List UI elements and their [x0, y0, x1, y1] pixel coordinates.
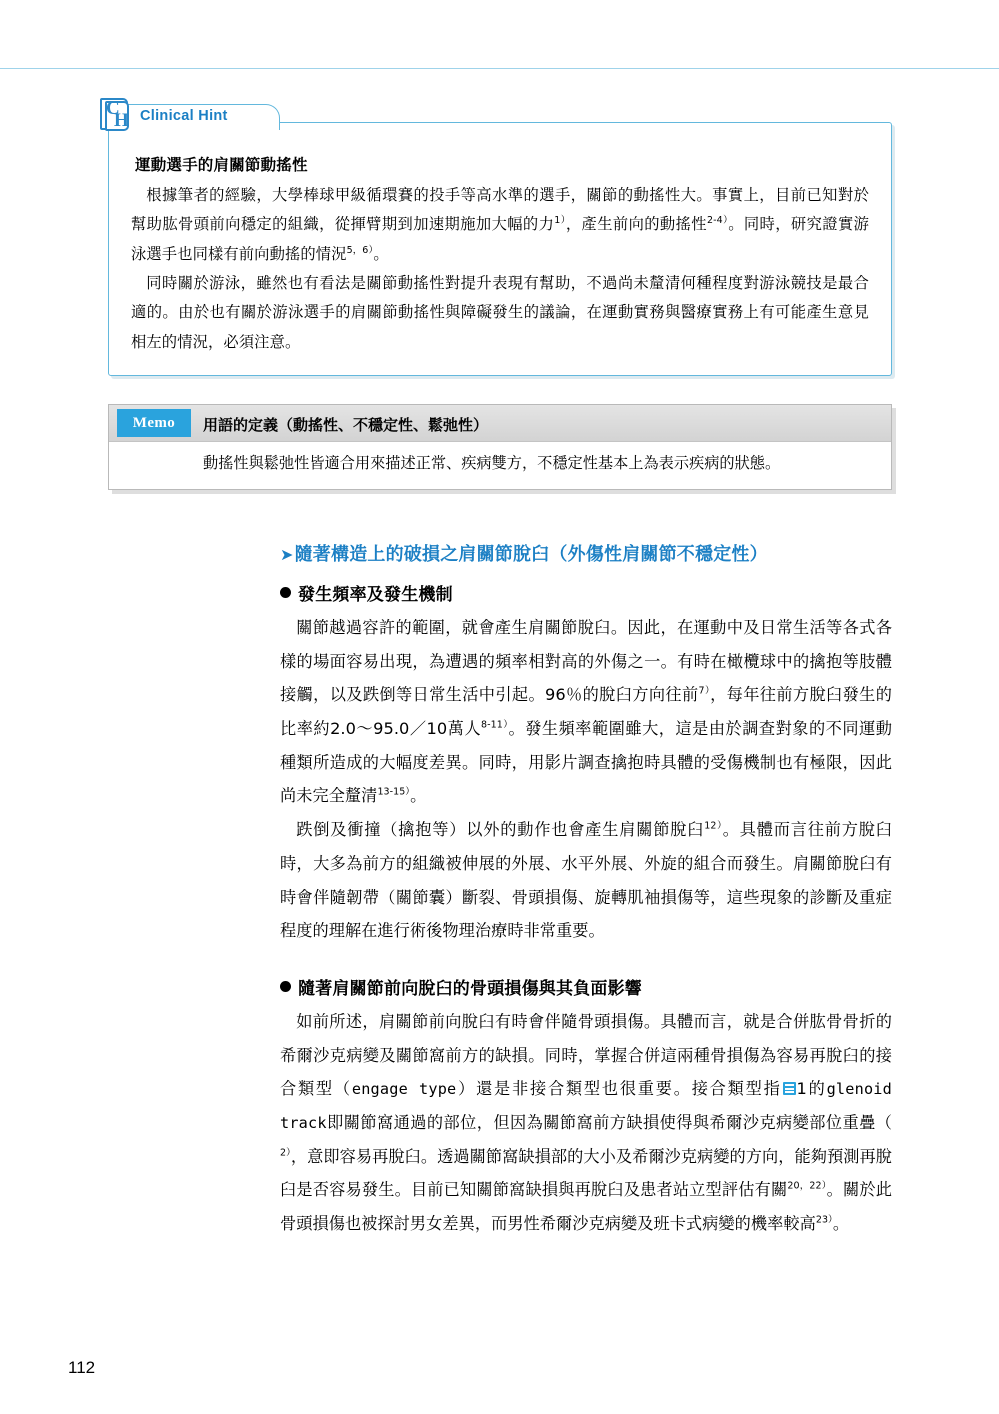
page-number: 112: [68, 1358, 96, 1377]
bullet-icon: [280, 587, 291, 598]
memo-body: 動搖性與鬆弛性皆適合用來描述正常、疾病雙方，不穩定性基本上為表示疾病的狀態。: [203, 454, 781, 472]
clinical-hint-tab-label: Clinical Hint: [140, 108, 228, 124]
section-heading-text: 隨著構造上的破損之肩關節脫臼（外傷性肩關節不穩定性）: [294, 544, 768, 565]
clinical-hint-badge-c: C: [106, 98, 120, 119]
section-arrow-icon: ➤: [280, 545, 294, 564]
clinical-hint-box: [108, 122, 892, 376]
memo-title: 用語的定義（動搖性、不穩定性、鬆弛性）: [203, 416, 489, 434]
figure-ref-icon: [783, 1082, 796, 1095]
subsection-heading-1-text: 發生頻率及發生機制: [298, 585, 453, 605]
clinical-hint-book-icon: [96, 96, 134, 134]
subsection-1-paragraph-2: 跌倒及衝撞（擒抱等）以外的動作也會產生肩關節脫臼$^{12)}$。具體而言往前方脫臼時，大多為前方的組織被伸展的外展、水平外展、外旋的組合而發生。肩關節脫臼有時會伴隨韌帶（關節囊）斷裂、骨頭損傷、旋轉肌袖損傷等，這些現象的診斷及重症程度的理解在進行術後物理治療時非常重要。: [280, 820, 892, 941]
subsection-2-paragraph-1: 如前所述，肩關節前向脫臼有時會伴隨骨頭損傷。具體而言，就是合併肱骨骨折的希爾沙克病變及關節窩前方的缺損。同時，掌握合併這兩種骨損傷為容易再脫臼的接合類型（engage type）還是非接合類型也很重要。接合類型指 1的glenoid track即關節窩通過的部位，但因為關節窩前方缺損使得與希爾沙克病變部位重疊（ $^{2)}$，意即容易再脫臼。透過關節窩缺損部的大小及希爾沙克病變的方向，能夠預測再脫臼是否容易發生。目前已知關節窩缺損與再脫臼及患者站立型評估有關$^{20,22)}$。關於此骨頭損傷也被探討男女差異，而男性希爾沙克病變及班卡式病變的機率較高$^{23)}$。: [280, 1011, 892, 1233]
header-rule: [0, 68, 999, 69]
memo-header: [109, 405, 891, 442]
memo-box: [108, 404, 892, 490]
clinical-hint-title: 運動選手的肩關節動搖性: [135, 156, 308, 174]
clinical-hint-paragraph-1: 根據筆者的經驗，大學棒球甲級循環賽的投手等高水準的選手，關節的動搖性大。事實上，目前已知對於幫助肱骨頭前向穩定的組織，從揮臂期到加速期施加大幅的力$^{1)}$，產生前向的動搖性$^{2-4)}$。同時，研究證實游泳選手也同樣有前向動搖的情況$^{5,6)}$。: [131, 186, 870, 263]
subsection-heading-2: [280, 974, 892, 999]
subsection-heading-1: [280, 580, 892, 605]
subsection-1-paragraph-1: 關節越過容許的範圍，就會產生肩關節脫臼。因此，在運動中及日常生活等各式各樣的場面容易出現，為遭遇的頻率相對高的外傷之一。有時在橄欖球中的擒抱等肢體接觸，以及跌倒等日常生活中引起。96％的脫臼方向往前$^{7)}$，每年往前方脫臼發生的比率約2.0～95.0／10萬人$^{8-11)}$。發生頻率範圍雖大，這是由於調查對象的不同運動種類所造成的大幅度差異。同時，用影片調查擒抱時具體的受傷機制也有極限，因此尚未完全釐清$^{13-15)}$。: [280, 618, 893, 806]
section-heading: [280, 540, 892, 566]
clinical-hint-paragraph-2: 同時關於游泳，雖然也有看法是關節動搖性對提升表現有幫助，不過尚未釐清何種程度對游泳競技是最合適的。由於也有關於游泳選手的肩關節動搖性與障礙發生的議論，在運動實務與醫療實務上有可能產生意見相左的情況，必須注意。: [131, 274, 869, 351]
memo-badge: Memo: [117, 409, 191, 437]
subsection-heading-2-text: 隨著肩關節前向脫臼的骨頭損傷與其負面影響: [298, 978, 642, 999]
main-content: [280, 540, 892, 1241]
bullet-icon: [280, 981, 291, 992]
clinical-hint-badge-h: H: [114, 110, 129, 131]
